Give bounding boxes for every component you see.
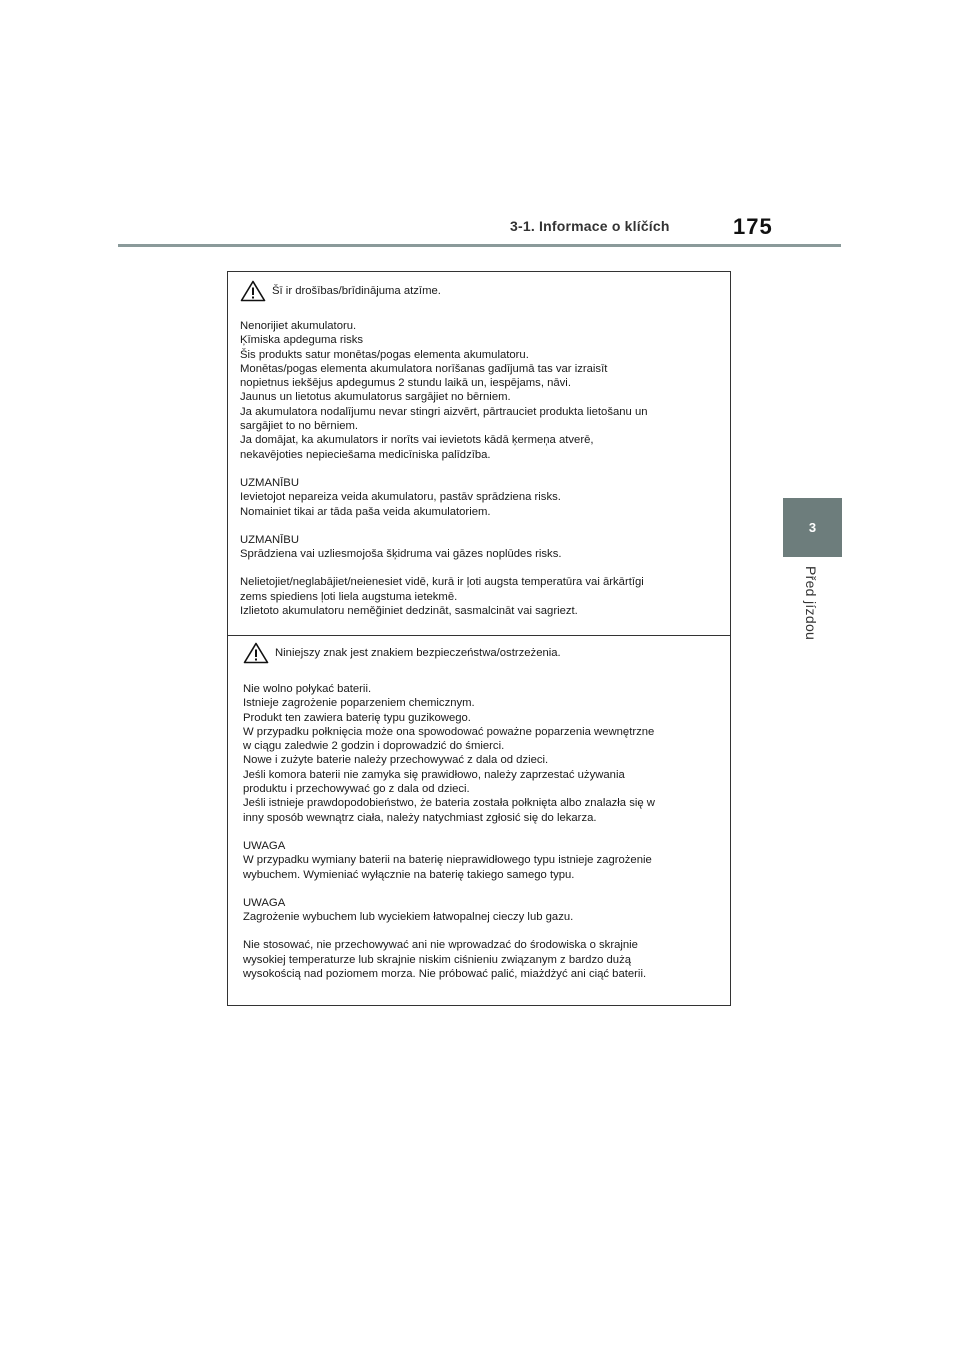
caution-label: UWAGA [243, 896, 286, 909]
warning-block-4 [240, 575, 716, 618]
text-line: produktu i przechowywać go z dala od dzieci. [243, 783, 470, 796]
text-line: Ievietojot nepareiza veida akumulatoru, pastāv sprādziena risks. [240, 491, 561, 504]
warning-block-1 [240, 319, 716, 462]
text-line: Nelietojiet/neglabājiet/neienesiet vidē, kurā ir ļoti augsta temperatūra vai ārkārtīgi [240, 576, 644, 589]
text-line: inny sposób wewnątrz ciała, należy natychmiast zgłosić się do lekarza. [243, 811, 597, 824]
text-line: wysokością nad poziomem morza. Nie próbować palić, miażdżyć ani ciąć baterii. [243, 968, 647, 981]
warning-triangle-icon [240, 280, 266, 302]
text-line: Šis produkts satur monētas/pogas elementa akumulatoru. [240, 348, 529, 361]
text-line: sargājiet to no bērniem. [240, 420, 359, 433]
text-line: wybuchem. Wymieniać wyłącznie na baterię takiego samego typu. [243, 868, 575, 881]
text-line: Jeśli istnieje prawdopodobieństwo, że bateria została połknięta albo znalazła się w [243, 797, 655, 810]
chapter-label: Před jízdou [803, 566, 819, 641]
text-line: nopietnus iekšējus apdegumus 2 stundu laikā un, iespējams, nāvi. [240, 377, 571, 390]
warning-heading: Šī ir drošības/brīdinājuma atzīme. [272, 284, 441, 297]
page-number: 175 [733, 214, 773, 239]
warning-box-latvian [227, 271, 731, 636]
warning-block-3 [240, 533, 716, 562]
text-line: Nenorijiet akumulatoru. [240, 320, 357, 332]
text-line: Ja akumulatora nodalījumu nevar stingri aizvērt, pārtrauciet produkta lietošanu un [240, 405, 648, 418]
chapter-tab [783, 498, 842, 557]
chapter-number: 3 [808, 520, 817, 535]
text-line: Istnieje zagrożenie poparzeniem chemicznym. [243, 697, 475, 710]
text-line: Ķīmiska apdeguma risks [240, 334, 364, 347]
text-line: W przypadku połknięcia może ona spowodować poważne poparzenia wewnętrzne [243, 725, 655, 738]
warning-block-2 [240, 476, 716, 519]
warning-block-2 [243, 839, 716, 882]
caution-label: UZMANĪBU [240, 533, 299, 546]
warning-block-3 [243, 896, 716, 925]
warning-block-1 [243, 682, 716, 825]
text-line: W przypadku wymiany baterii na baterię nieprawidłowego typu istnieje zagrożenie [243, 854, 652, 867]
text-line: w ciągu zaledwie 2 godzin i doprowadzić do śmierci. [243, 740, 505, 753]
text-line: Ja domājat, ka akumulators ir norīts vai ievietots kādā ķermeņa atverē, [240, 434, 594, 447]
text-line: Nomainiet tikai ar tāda paša veida akumulatoriem. [240, 505, 491, 518]
text-line: Sprādziena vai uzliesmojoša šķidruma vai gāzes noplūdes risks. [240, 548, 562, 561]
warning-triangle-icon [243, 642, 269, 664]
header-divider [118, 244, 841, 247]
text-line: wysokiej temperaturze lub skrajnie niskim ciśnieniu związanym z bardzo dużą [243, 953, 632, 966]
text-line: zems spiediens ļoti liela augstuma ietekmē. [240, 590, 458, 603]
warning-block-4 [243, 938, 716, 981]
caution-label: UZMANĪBU [240, 476, 299, 489]
text-line: Jaunus un lietotus akumulatorus sargājiet no bērniem. [240, 391, 511, 404]
text-line: Jeśli komora baterii nie zamyka się prawidłowo, należy zaprzestać używania [243, 768, 625, 781]
caution-label: UWAGA [243, 839, 286, 852]
text-line: Monētas/pogas elementa akumulatora norīšanas gadījumā tas var izraisīt [240, 362, 608, 375]
text-line: Nowe i zużyte baterie należy przechowywać z dala od dzieci. [243, 754, 549, 767]
warning-box-polish [227, 636, 731, 1006]
text-line: nekavējoties nepieciešama medicīniska palīdzība. [240, 448, 491, 461]
section-title: 3-1. Informace o klíčích [510, 218, 670, 234]
text-line: Nie stosować, nie przechowywać ani nie wprowadzać do środowiska o skrajnie [243, 939, 638, 952]
text-line: Zagrożenie wybuchem lub wyciekiem łatwopalnej cieczy lub gazu. [243, 911, 574, 924]
warning-heading-row [243, 642, 716, 664]
warning-heading: Niniejszy znak jest znakiem bezpieczeństwa/ostrzeżenia. [275, 646, 561, 659]
warning-heading-row [240, 280, 716, 302]
text-line: Izlietoto akumulatoru neměğiniet dedzināt, sasmalcināt vai sagriezt. [240, 605, 578, 618]
text-line: Produkt ten zawiera baterię typu guzikowego. [243, 711, 471, 724]
text-line: Nie wolno połykać baterii. [243, 683, 372, 695]
